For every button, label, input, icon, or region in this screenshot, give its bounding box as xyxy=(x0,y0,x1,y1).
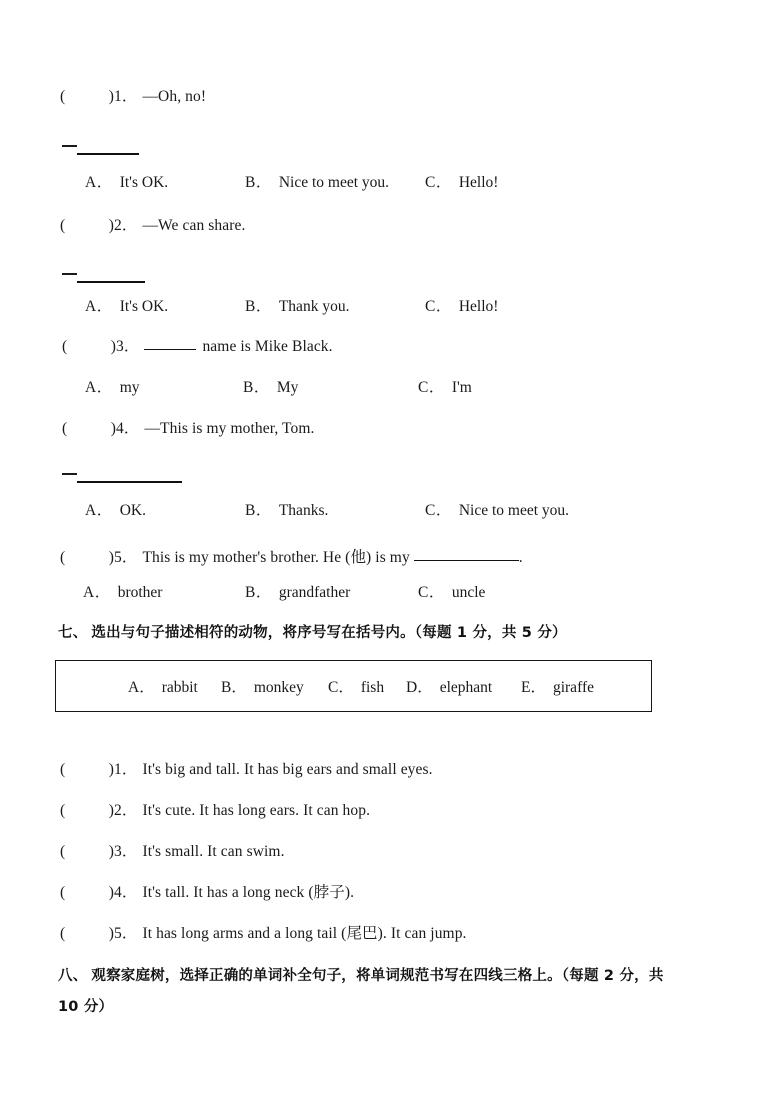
word-bank-item[interactable] xyxy=(406,675,492,697)
question-stem xyxy=(60,549,523,568)
question-number: 1． xyxy=(114,761,138,778)
option-letter: C． xyxy=(425,174,452,191)
question-stem xyxy=(60,925,467,944)
option-letter: C． xyxy=(425,298,452,315)
option-text: Thank you. xyxy=(278,298,350,315)
section-title: 选出与句子描述相符的动物，将序号写在括号内。（每题 1 分，共 5 分） xyxy=(91,625,567,641)
question-stem xyxy=(62,338,333,357)
answer-bracket[interactable]: ( ) xyxy=(60,761,114,778)
option-text: brother xyxy=(117,584,163,601)
question-text-end: . xyxy=(518,549,523,566)
answer-bracket[interactable]: ( ) xyxy=(60,884,114,901)
option-letter: B． xyxy=(245,298,272,315)
answer-bracket[interactable]: ( ) xyxy=(60,925,114,942)
question-text: —Oh, no! xyxy=(142,88,207,105)
question-stem xyxy=(62,420,315,439)
option-text: Thanks. xyxy=(278,502,329,519)
option-letter: B． xyxy=(245,502,272,519)
answer-bracket[interactable]: ( ) xyxy=(60,549,114,566)
question-number: 4． xyxy=(116,420,140,437)
option-text: Hello! xyxy=(458,174,499,191)
question-number: 5． xyxy=(114,925,138,942)
section-title-line2: 10 分） xyxy=(58,999,114,1015)
answer-bracket[interactable]: ( ) xyxy=(60,843,114,860)
write-in-blank[interactable] xyxy=(144,349,196,350)
option-c[interactable] xyxy=(418,379,472,398)
section-number: 八、 xyxy=(58,968,88,984)
write-in-blank[interactable] xyxy=(414,560,519,561)
option-letter: C． xyxy=(425,502,452,519)
option-letter: C． xyxy=(418,379,445,396)
option-c[interactable] xyxy=(418,584,485,603)
answer-bracket[interactable]: ( ) xyxy=(62,420,116,437)
word-bank-word: giraffe xyxy=(552,679,594,696)
word-bank-box xyxy=(55,660,652,712)
option-text: My xyxy=(276,379,299,396)
section-title-line1: 观察家庭树，选择正确的单词补全句子，将单词规范书写在四线三格上。（每题 2 分，共 xyxy=(91,968,664,984)
option-text: Nice to meet you. xyxy=(278,174,390,191)
word-bank-item[interactable] xyxy=(328,675,384,697)
question-text: This is my mother's brother. He (他) is my xyxy=(142,549,414,566)
option-b[interactable] xyxy=(245,502,328,521)
question-stem xyxy=(60,761,433,780)
question-number: 2． xyxy=(114,802,138,819)
word-bank-letter: D． xyxy=(406,679,433,696)
word-bank-letter: E． xyxy=(521,679,546,696)
question-stem xyxy=(60,884,354,903)
question-number: 3． xyxy=(116,338,140,355)
option-a[interactable] xyxy=(83,584,162,603)
em-dash-mark xyxy=(62,473,77,475)
question-text: It's tall. It has a long neck (脖子). xyxy=(142,884,355,901)
option-text: It's OK. xyxy=(119,298,169,315)
option-a[interactable] xyxy=(85,379,140,398)
question-text: name is Mike Black. xyxy=(202,338,333,355)
option-a[interactable] xyxy=(85,298,168,317)
word-bank-item[interactable] xyxy=(221,675,304,697)
answer-blank-line xyxy=(62,468,182,486)
word-bank-item[interactable] xyxy=(521,675,594,697)
question-number: 3． xyxy=(114,843,138,860)
option-text: Hello! xyxy=(458,298,499,315)
question-text: It's big and tall. It has big ears and small eyes. xyxy=(142,761,433,778)
option-b[interactable] xyxy=(243,379,298,398)
write-in-blank[interactable] xyxy=(77,281,145,283)
word-bank-letter: B． xyxy=(221,679,247,696)
question-number: 4． xyxy=(114,884,138,901)
option-letter: A． xyxy=(85,174,113,191)
word-bank-word: fish xyxy=(360,679,385,696)
question-stem xyxy=(60,217,245,236)
answer-blank-line xyxy=(62,268,145,286)
option-text: grandfather xyxy=(278,584,351,601)
word-bank-word: rabbit xyxy=(161,679,198,696)
option-letter: A． xyxy=(85,502,113,519)
option-letter: A． xyxy=(83,584,111,601)
section-number: 七、 xyxy=(58,625,88,641)
section-seven-heading xyxy=(58,622,718,645)
answer-bracket[interactable]: ( ) xyxy=(60,802,114,819)
option-letter: C． xyxy=(418,584,445,601)
option-text: uncle xyxy=(451,584,486,601)
option-b[interactable] xyxy=(245,298,349,317)
word-bank-letter: C． xyxy=(328,679,354,696)
question-text: —This is my mother, Tom. xyxy=(144,420,315,437)
word-bank-letter: A． xyxy=(128,679,155,696)
word-bank-word: monkey xyxy=(253,679,304,696)
question-number: 2． xyxy=(114,217,138,234)
answer-bracket[interactable]: ( ) xyxy=(60,88,114,105)
em-dash-mark xyxy=(62,273,77,275)
option-letter: B． xyxy=(243,379,270,396)
option-letter: B． xyxy=(245,584,272,601)
option-c[interactable] xyxy=(425,502,569,521)
option-a[interactable] xyxy=(85,174,168,193)
section-eight-heading xyxy=(58,965,726,988)
em-dash-mark xyxy=(62,145,77,147)
question-text: It has long arms and a long tail (尾巴). It can jump. xyxy=(142,925,467,942)
question-number: 1． xyxy=(114,88,138,105)
option-letter: A． xyxy=(85,379,113,396)
word-bank-word: elephant xyxy=(439,679,493,696)
option-b[interactable] xyxy=(245,174,389,193)
question-text: It's small. It can swim. xyxy=(142,843,285,860)
question-number: 5． xyxy=(114,549,138,566)
answer-blank-line xyxy=(62,140,139,158)
write-in-blank[interactable] xyxy=(77,153,139,155)
option-c[interactable] xyxy=(425,298,498,317)
question-text: It's cute. It has long ears. It can hop. xyxy=(142,802,371,819)
option-text: I'm xyxy=(451,379,472,396)
question-stem xyxy=(60,88,206,107)
word-bank-item[interactable] xyxy=(128,675,198,697)
option-letter: A． xyxy=(85,298,113,315)
option-text: OK. xyxy=(119,502,146,519)
write-in-blank[interactable] xyxy=(77,481,182,483)
section-eight-heading-line2 xyxy=(58,996,726,1019)
option-text: my xyxy=(119,379,140,396)
option-letter: B． xyxy=(245,174,272,191)
answer-bracket[interactable]: ( ) xyxy=(62,338,116,355)
option-c[interactable] xyxy=(425,174,498,193)
question-text: —We can share. xyxy=(142,217,246,234)
option-text: It's OK. xyxy=(119,174,169,191)
option-a[interactable] xyxy=(85,502,146,521)
answer-bracket[interactable]: ( ) xyxy=(60,217,114,234)
question-stem xyxy=(60,802,370,821)
option-text: Nice to meet you. xyxy=(458,502,570,519)
question-stem xyxy=(60,843,285,862)
option-b[interactable] xyxy=(245,584,350,603)
